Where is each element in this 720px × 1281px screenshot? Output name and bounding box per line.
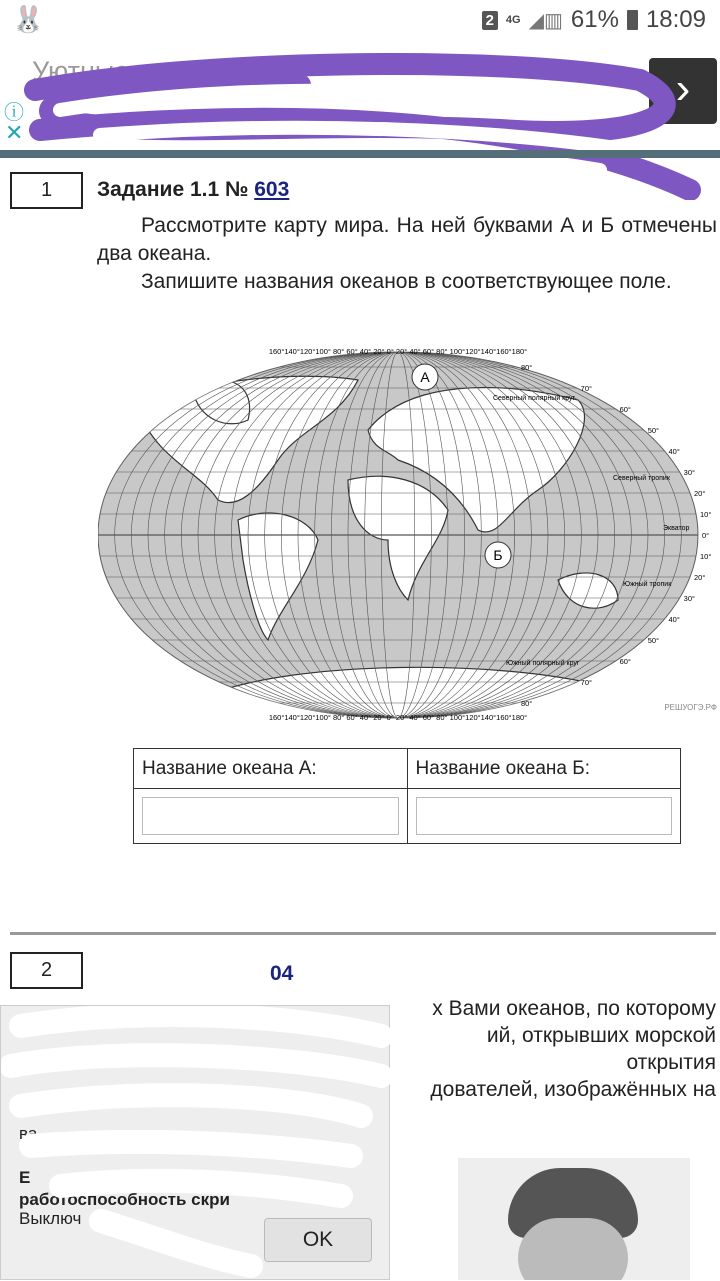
- antarctic-circle-label: Южный полярный круг: [506, 660, 580, 667]
- task-title: [97, 178, 289, 202]
- latitude-label: 50°: [647, 426, 660, 435]
- divider: [10, 932, 716, 935]
- latitude-label: 0°: [702, 531, 710, 540]
- latitude-label: 40°: [668, 447, 680, 456]
- text-line: дователей, изображённых на: [430, 1078, 716, 1101]
- header-bar: [0, 150, 720, 158]
- signal-icon: ◢▥: [528, 9, 563, 32]
- battery-icon: [627, 10, 638, 30]
- equator-label: Экватор: [663, 525, 690, 532]
- watermark: РЕШУОГЭ.РФ: [664, 703, 717, 712]
- latitude-label: 10°: [700, 552, 712, 561]
- paragraph: Рассмотрите карту мира. На ней буквами А и Б отмечены два океана.: [97, 214, 717, 265]
- world-map: [98, 340, 720, 725]
- latitude-label: 50°: [647, 636, 660, 645]
- task2-text: [380, 995, 716, 1103]
- latitude-label: 30°: [683, 468, 696, 477]
- sim-badge: 2: [482, 11, 498, 30]
- task-description: [97, 212, 717, 296]
- info-icon[interactable]: ⓘ: [4, 102, 24, 124]
- dialog-text: Е: [19, 1168, 31, 1187]
- text-line: ий, открывших морской: [486, 1024, 716, 1047]
- alert-dialog: [0, 1005, 390, 1280]
- marker-b: Б: [493, 547, 503, 563]
- chevron-right-icon[interactable]: ›: [649, 58, 717, 124]
- latitude-label: 40°: [668, 615, 680, 624]
- dialog-text: работоспособность скри: [19, 1190, 230, 1209]
- marker-a: А: [420, 369, 430, 385]
- latitude-label: 80°: [520, 699, 533, 708]
- ok-button[interactable]: OK: [264, 1218, 372, 1262]
- dialog-text: ва: [19, 1124, 38, 1143]
- ad-banner[interactable]: [0, 50, 720, 150]
- battery-percent: 61%: [570, 6, 619, 33]
- portrait-image: [458, 1158, 690, 1280]
- close-icon[interactable]: ✕: [5, 120, 24, 145]
- app-avatar-icon: 🐰: [12, 4, 45, 34]
- task-number-box: 2: [10, 952, 83, 989]
- ocean-b-input[interactable]: [416, 797, 673, 835]
- status-bar: [0, 0, 720, 42]
- latitude-label: 80°: [520, 363, 533, 372]
- task-link-fragment[interactable]: 04: [270, 962, 294, 985]
- ad-text: Уютные н… Москвы.: [32, 56, 291, 86]
- latitude-label: 70°: [580, 384, 593, 393]
- header-ocean-b: Название океана Б:: [407, 749, 681, 789]
- latitude-label: 70°: [580, 678, 593, 687]
- text-line: х Вами океанов, по которому: [432, 997, 716, 1020]
- paragraph: Запишите названия океанов в соответствующее поле.: [141, 270, 672, 293]
- ocean-a-input[interactable]: [142, 797, 399, 835]
- tropic-south-label: Южный тропик: [623, 581, 672, 588]
- longitude-labels-bottom: 160°140°120°100° 80° 60° 40° 20° 0° 20° 40° 60° 80° 100°120°140°160°180°: [268, 713, 528, 722]
- longitude-labels-top: 160°140°120°100° 80° 60° 40° 20° 0° 20° 40° 60° 80° 100°120°140°160°180°: [268, 347, 528, 356]
- clock: 18:09: [645, 6, 706, 33]
- dialog-text: Выключ: [19, 1209, 82, 1228]
- task-title-text: Задание 1.1 №: [97, 178, 249, 201]
- network-type: 4G: [505, 14, 521, 26]
- answer-table: [133, 748, 681, 844]
- task-link[interactable]: 603: [254, 178, 290, 201]
- latitude-label: 20°: [693, 573, 706, 582]
- text-line: открытия: [626, 1051, 716, 1074]
- task-number-box: 1: [10, 172, 83, 209]
- latitude-label: 60°: [619, 657, 631, 666]
- scribble-overlay: [1, 1006, 391, 1281]
- latitude-label: 30°: [683, 594, 696, 603]
- tropic-north-label: Северный тропик: [613, 475, 670, 482]
- header-ocean-a: Название океана А:: [134, 749, 408, 789]
- arctic-circle-label: Северный полярный круг: [493, 395, 576, 402]
- latitude-label: 10°: [700, 510, 712, 519]
- latitude-label: 20°: [693, 489, 706, 498]
- latitude-label: 60°: [619, 405, 631, 414]
